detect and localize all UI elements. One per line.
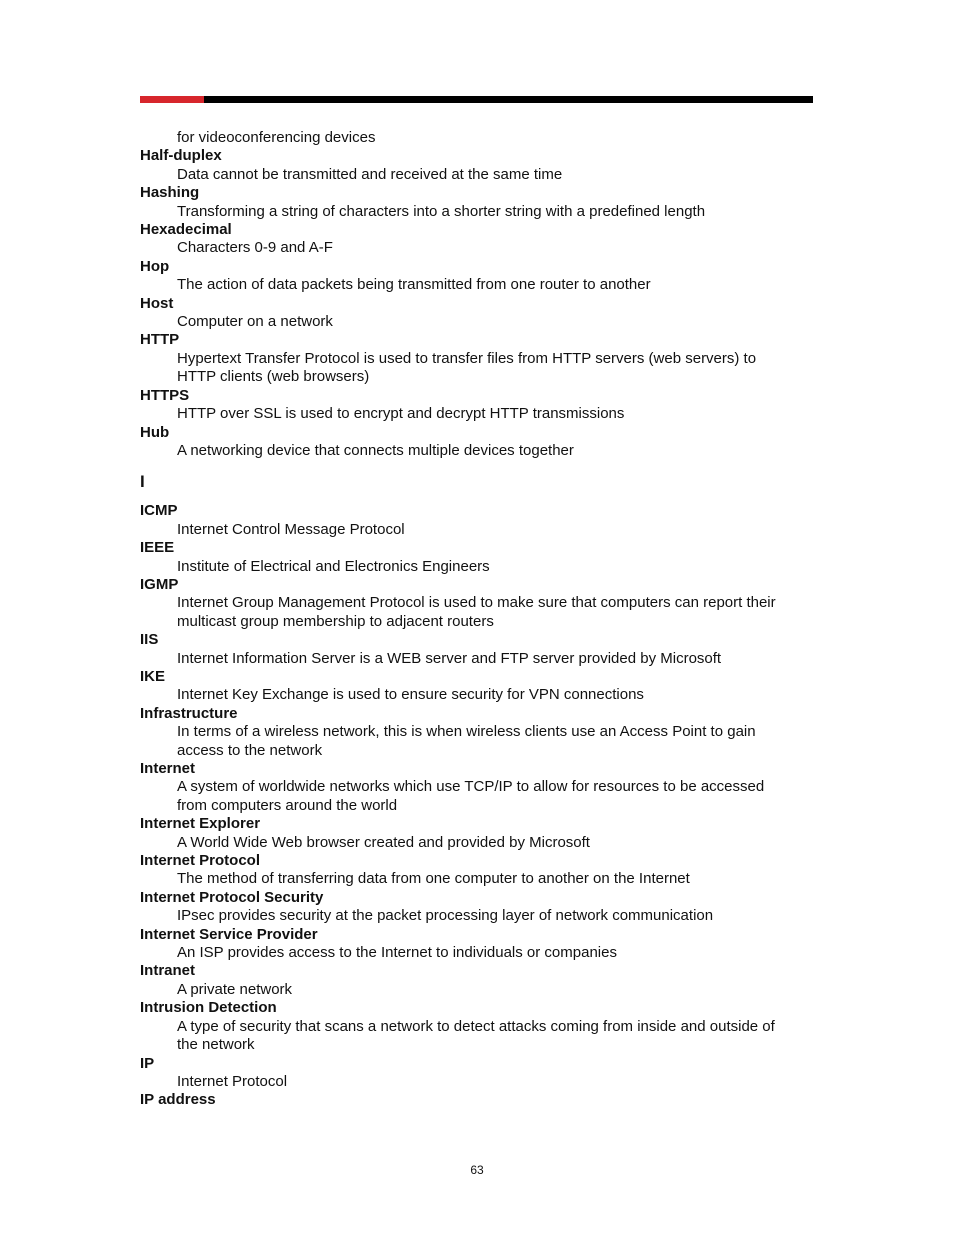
definition-continuation: for videoconferencing devices	[177, 129, 376, 146]
glossary-term: HTTP	[140, 331, 180, 349]
glossary-definition: Hypertext Transfer Protocol is used to transfer files from HTTP servers (web servers) to	[177, 349, 757, 367]
glossary-term: Internet Protocol	[140, 852, 261, 870]
glossary-term: Internet Explorer	[140, 815, 261, 833]
glossary-term: IIS	[140, 631, 159, 649]
glossary-definition: access to the network	[177, 741, 323, 759]
glossary-definition: Internet Key Exchange is used to ensure security for VPN connections	[177, 686, 644, 704]
glossary-definition: A system of worldwide networks which use TCP/IP to allow for resources to be accessed	[177, 778, 765, 796]
glossary-term: Intrusion Detection	[140, 999, 277, 1017]
glossary-term: IEEE	[140, 539, 175, 557]
glossary-definition: The action of data packets being transmitted from one router to another	[177, 276, 651, 294]
glossary-term: Hexadecimal	[140, 221, 232, 239]
glossary-definition: multicast group membership to adjacent routers	[177, 612, 494, 630]
glossary-definition: Characters 0-9 and A-F	[177, 239, 333, 257]
glossary-definition: the network	[177, 1036, 255, 1054]
glossary-term: IKE	[140, 667, 166, 685]
glossary-term: ICMP	[140, 502, 178, 520]
glossary-definition: Internet Protocol	[177, 1072, 288, 1090]
glossary-content	[140, 129, 820, 1110]
glossary-definition: from computers around the world	[177, 796, 398, 814]
glossary-definition: Internet Group Management Protocol is used to make sure that computers can report their	[177, 594, 776, 612]
page-number: 63	[470, 1163, 484, 1177]
glossary-term: Internet	[140, 760, 196, 777]
glossary-definition: Internet Information Server is a WEB server and FTP server provided by Microsoft	[177, 649, 722, 667]
header-rule	[140, 96, 813, 103]
letter-heading: I	[140, 472, 145, 492]
glossary-definition: IPsec provides security at the packet processing layer of network communication	[177, 907, 714, 925]
glossary-definition: A World Wide Web browser created and provided by Microsoft	[177, 833, 590, 851]
glossary-definition: A type of security that scans a network to detect attacks coming from inside and outside of	[177, 1017, 775, 1035]
glossary-definition: Institute of Electrical and Electronics Engineers	[177, 557, 490, 575]
glossary-term: HTTPS	[140, 386, 190, 404]
glossary-term: Internet Protocol Security	[140, 888, 324, 906]
glossary-term: Hub	[140, 423, 170, 441]
glossary-term: Internet Service Provider	[140, 925, 318, 943]
glossary-term: Hashing	[140, 184, 200, 202]
glossary-section-h	[140, 147, 820, 460]
glossary-definition: Computer on a network	[177, 313, 333, 331]
glossary-term: Intranet	[140, 962, 196, 980]
glossary-term: Infrastructure	[140, 704, 238, 722]
glossary-definition: HTTP clients (web browsers)	[177, 368, 370, 386]
glossary-definition: HTTP over SSL is used to encrypt and decrypt HTTP transmissions	[177, 405, 625, 423]
glossary-definition: Internet Control Message Protocol	[177, 520, 405, 538]
glossary-term: Hop	[140, 257, 170, 275]
glossary-definition: The method of transferring data from one computer to another on the Internet	[177, 870, 690, 888]
glossary-term: Host	[140, 294, 174, 312]
header-rule-accent	[140, 96, 204, 103]
glossary-definition: A networking device that connects multiple devices together	[177, 441, 574, 459]
glossary-section-i	[140, 502, 820, 1109]
glossary-definition: In terms of a wireless network, this is when wireless clients use an Access Point to gain	[177, 723, 756, 741]
glossary-definition: A private network	[177, 980, 293, 998]
glossary-term: IGMP	[140, 575, 179, 593]
glossary-definition: Data cannot be transmitted and received at the same time	[177, 165, 563, 183]
glossary-term: Half-duplex	[140, 147, 222, 165]
glossary-definition: Transforming a string of characters into a shorter string with a predefined length	[177, 202, 706, 220]
glossary-term: IP	[140, 1054, 155, 1072]
glossary-term: IP address	[140, 1091, 216, 1109]
glossary-definition: An ISP provides access to the Internet to individuals or companies	[177, 944, 617, 962]
